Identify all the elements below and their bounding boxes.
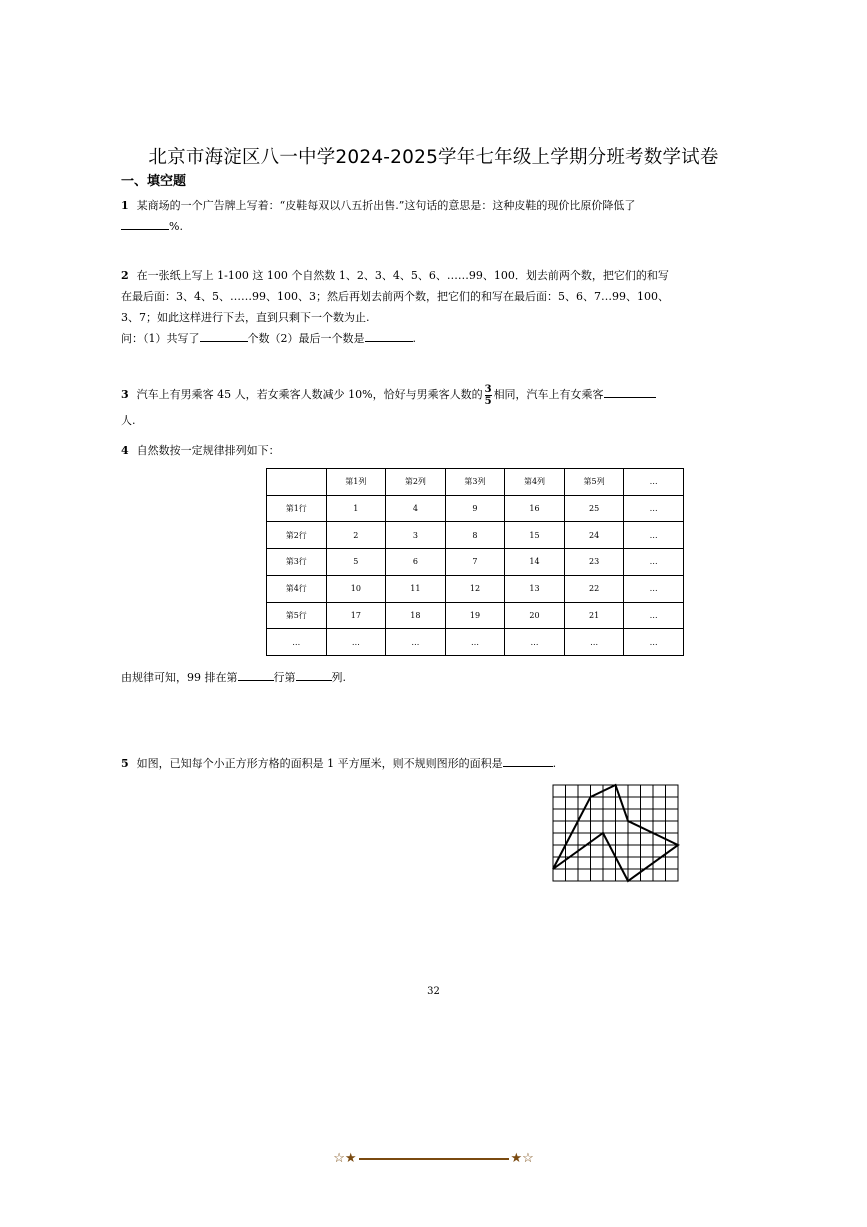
question-number: 5 <box>121 757 129 770</box>
answer-blank[interactable] <box>503 754 553 767</box>
question-5 <box>121 753 696 774</box>
table-row <box>267 549 684 576</box>
table-header-row <box>267 469 684 496</box>
question-text-line1: 在一张纸上写上 1-100 这 100 个自然数 1、2、3、4、5、6、……99、100．划去前两个数，把它们的和写 <box>136 269 669 282</box>
question-number: 3 <box>121 388 129 401</box>
question-text-line2: 在最后面：3、4、5、……99、100、3；然后再划去前两个数，把它们的和写在最后面：5、6、7…99、100、 <box>121 290 669 303</box>
table-cell: 5 <box>326 549 386 576</box>
footer-divider <box>359 1158 509 1160</box>
table-cell: 1 <box>326 495 386 522</box>
page-number: 32 <box>427 986 440 997</box>
answer-blank-row[interactable] <box>238 668 274 681</box>
footer-star-icon-right: ★☆ <box>510 1151 534 1166</box>
question-text: 自然数按一定规律排列如下： <box>136 444 280 457</box>
footer-star-icon-left: ☆★ <box>333 1151 357 1166</box>
table-cell: … <box>624 549 684 576</box>
question-text-a: 汽车上有男乘客 45 人，若女乘客人数减少 10%，恰好与男乘客人数的 <box>136 388 483 401</box>
table-cell: 16 <box>505 495 565 522</box>
table-cell: 24 <box>564 522 624 549</box>
table-cell: 25 <box>564 495 624 522</box>
table-cell: 23 <box>564 549 624 576</box>
question-1 <box>121 195 696 237</box>
table-cell: 第5行 <box>267 602 327 629</box>
table-cell: 22 <box>564 575 624 602</box>
table-row <box>267 575 684 602</box>
answer-blank-column[interactable] <box>296 668 332 681</box>
table-cell: … <box>624 629 684 656</box>
table-cell: 8 <box>445 522 505 549</box>
table-cell: 9 <box>445 495 505 522</box>
question-tail: 人. <box>121 414 136 427</box>
fraction-numerator: 3 <box>484 383 492 395</box>
table-cell: 10 <box>326 575 386 602</box>
grid-figure <box>549 783 681 885</box>
table-cell: … <box>326 629 386 656</box>
table-cell: 6 <box>386 549 446 576</box>
table-cell: 11 <box>386 575 446 602</box>
question-4 <box>121 440 696 461</box>
question-ask-a: 问：（1）共写了 <box>121 332 200 345</box>
question-number: 2 <box>121 269 129 282</box>
table-cell: 17 <box>326 602 386 629</box>
fraction-denominator: 5 <box>484 395 492 407</box>
table-cell: 19 <box>445 602 505 629</box>
followup-text-b: 行第 <box>273 671 296 684</box>
question-text: 某商场的一个广告牌上写着：“皮鞋每双以八五折出售.”这句话的意思是：这种皮鞋的现价比原价降低了 <box>136 199 636 212</box>
question-2 <box>121 265 696 349</box>
number-pattern-table <box>266 468 684 656</box>
page-title: 北京市海淀区八一中学2024-2025学年七年级上学期分班考数学试卷 <box>148 147 719 168</box>
answer-blank[interactable] <box>121 217 169 230</box>
fraction <box>485 384 492 407</box>
table-cell: … <box>267 629 327 656</box>
table-cell: … <box>624 602 684 629</box>
question-ask-end: . <box>412 332 416 345</box>
table-cell: … <box>624 522 684 549</box>
table-cell: 13 <box>505 575 565 602</box>
table-row <box>267 629 684 656</box>
section-heading: 一、填空题 <box>121 174 187 189</box>
table-header-cell: 第1列 <box>326 469 386 496</box>
table-cell: 7 <box>445 549 505 576</box>
question-text: 如图，已知每个小正方形方格的面积是 1 平方厘米，则不规则图形的面积是 <box>136 757 503 770</box>
table-cell: 18 <box>386 602 446 629</box>
table-header-cell: 第5列 <box>564 469 624 496</box>
table-cell: … <box>386 629 446 656</box>
table-cell: 20 <box>505 602 565 629</box>
question-number: 1 <box>121 199 129 212</box>
table-row <box>267 602 684 629</box>
table-cell: 3 <box>386 522 446 549</box>
answer-blank-last[interactable] <box>365 329 413 342</box>
answer-blank-count[interactable] <box>200 329 248 342</box>
table-header-cell <box>267 469 327 496</box>
table-header-cell: 第2列 <box>386 469 446 496</box>
question-suffix: %. <box>169 220 183 233</box>
question-number: 4 <box>121 444 129 457</box>
followup-text-a: 由规律可知，99 排在第 <box>121 671 238 684</box>
table-cell: 第1行 <box>267 495 327 522</box>
table-row <box>267 495 684 522</box>
table-cell: 14 <box>505 549 565 576</box>
table-cell: 2 <box>326 522 386 549</box>
table-header-cell: 第4列 <box>505 469 565 496</box>
question-4-followup <box>121 667 696 688</box>
question-suffix: . <box>552 757 557 770</box>
table-cell: 21 <box>564 602 624 629</box>
table-cell: … <box>505 629 565 656</box>
table-cell: 12 <box>445 575 505 602</box>
question-ask-b: 个数（2）最后一个数是 <box>247 332 365 345</box>
table-cell: 4 <box>386 495 446 522</box>
followup-text-c: 列. <box>331 671 346 684</box>
question-3 <box>121 382 696 434</box>
table-header-cell: 第3列 <box>445 469 505 496</box>
table-cell: 第3行 <box>267 549 327 576</box>
question-text-b: 相同，汽车上有女乘客 <box>493 388 604 401</box>
table-row <box>267 522 684 549</box>
answer-blank[interactable] <box>604 385 656 398</box>
question-text-line3: 3、7；如此这样进行下去，直到只剩下一个数为止. <box>121 311 370 324</box>
footer-decoration <box>0 1151 867 1166</box>
table-cell: … <box>624 495 684 522</box>
table-cell: … <box>564 629 624 656</box>
table-cell: 第4行 <box>267 575 327 602</box>
table-cell: 第2行 <box>267 522 327 549</box>
table-cell: 15 <box>505 522 565 549</box>
table-cell: … <box>624 575 684 602</box>
table-header-cell: … <box>624 469 684 496</box>
table-cell: … <box>445 629 505 656</box>
